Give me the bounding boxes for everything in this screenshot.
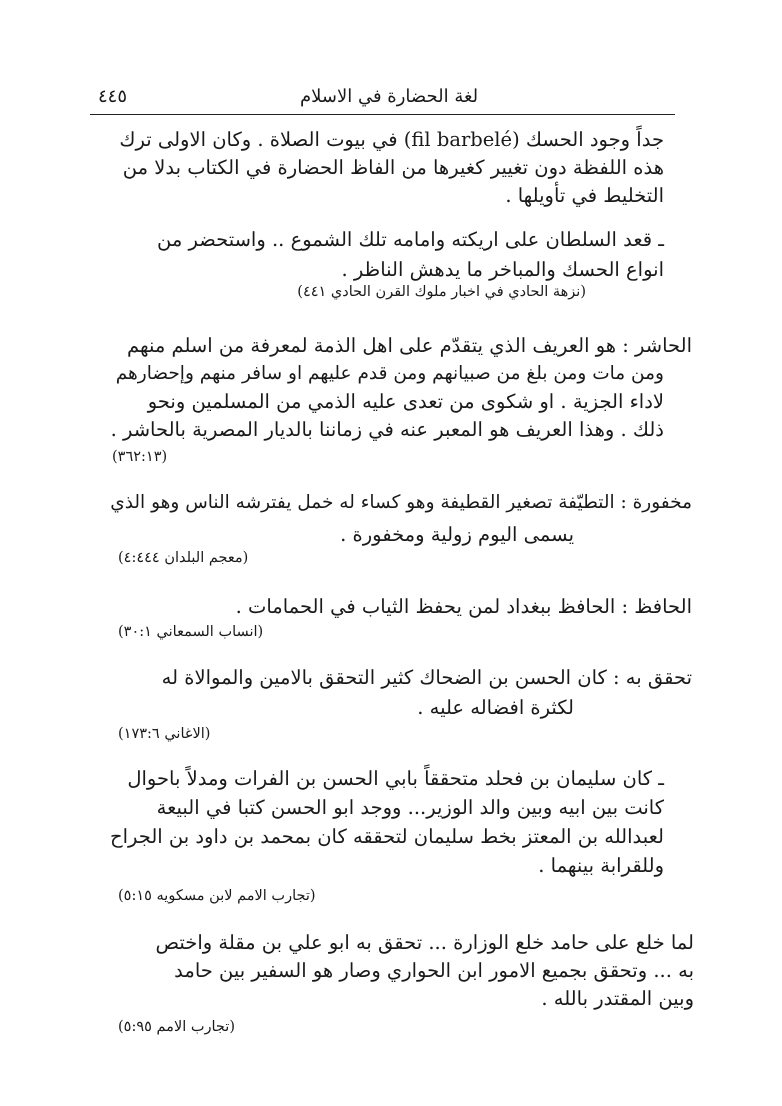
text-line: جداً وجود الحسك (fil barbelé) في بيوت الصلاة . وكان الاولى ترك [119, 128, 664, 151]
text-line: مخفورة : التطيّفة تصغير القطيفة وهو كساء له خمل يفترشه الناس وهو الذي [110, 492, 692, 513]
entry-hasak-continued [104, 128, 664, 208]
text-line: لكثرة افضاله عليه . [417, 696, 574, 719]
text-line: كانت بين ابيه وبين والد الوزير... ووجد ابو الحسن كتبا في البيعة [156, 796, 664, 819]
source-citation: (٣٦٢:١٣) [112, 449, 168, 465]
text-line: ـ كان سليمان بن فحلد متحققاً بابي الحسن بن الفرات ومدلاً باحوال [127, 767, 664, 790]
entry-hafiz [102, 595, 692, 623]
text-line: ذلك . وهذا العريف هو المعبر عنه في زماننا بالديار المصرية بالحاشر . [110, 418, 664, 441]
text-line: هذه اللفظة دون تغيير كغيرها من الفاظ الحضارة في الكتاب بدلا من [122, 156, 664, 179]
text-line: لما خلع على حامد خلع الوزارة ... تحقق به ابو علي بن مقلة واختص [155, 931, 694, 954]
text-line: ومن مات ومن بلغ من صبيانهم ومن قدم عليهم او سافر منهم وإحضارهم [115, 363, 664, 384]
source-citation: (انساب السمعاني ٣٠:١) [118, 624, 264, 640]
text-line: انواع الحسك والمباخر ما يدهش الناظر . [341, 258, 664, 281]
source-citation: (الاغاني ١٧٣:٦) [118, 726, 211, 742]
header-rule [90, 114, 675, 115]
text-line: يسمى اليوم زولية ومخفورة . [340, 523, 574, 546]
text-line: لاداء الجزية . او شكوى من تعدى عليه الذمي من المسلمين ونحو [147, 390, 664, 413]
source-citation: (تجارب الامم ٥:٩٥) [118, 1019, 235, 1035]
entry-makhfura [102, 491, 692, 551]
entry-tahaqqaq-hamid [94, 931, 694, 1021]
text-line: وبين المقتدر بالله . [541, 987, 694, 1010]
source-citation: (تجارب الامم لابن مسكويه ٥:١٥) [118, 888, 316, 904]
entry-tahaqqaq-example [104, 767, 664, 887]
text-line: تحقق به : كان الحسن بن الضحاك كثير التحقق بالامين والموالاة له [161, 666, 692, 689]
source-citation: (معجم البلدان ٤:٤٤٤) [118, 550, 249, 566]
text-line: التخليط في تأويلها . [505, 184, 664, 207]
source-citation: (نزهة الحادي في اخبار ملوك القرن الحادي ٤٤١) [297, 284, 586, 300]
text-line: الحاشر : هو العريف الذي يتقدّم على اهل الذمة لمعرفة من اسلم منهم [126, 334, 692, 357]
text-line: وللقرابة بينهما . [538, 854, 664, 877]
text-line: الحافظ : الحافظ ببغداد لمن يحفظ الثياب في الحمامات . [235, 595, 692, 618]
text-line: ـ قعد السلطان على اريكته وامامه تلك الشموع .. واستحضر من [156, 228, 664, 251]
entry-tahaqqaq [102, 666, 692, 726]
entry-hashir [102, 334, 692, 444]
text-line: به ... وتحقق بجميع الامور ابن الحواري وصار هو السفير بين حامد [174, 959, 694, 982]
page-number: ٤٤٥ [98, 86, 128, 107]
text-line: لعبدالله بن المعتز بخط سليمان لتحققه كان بمحمد بن داود بن الجراح [109, 825, 664, 848]
running-header-title: لغة الحضارة في الاسلام [300, 86, 479, 107]
